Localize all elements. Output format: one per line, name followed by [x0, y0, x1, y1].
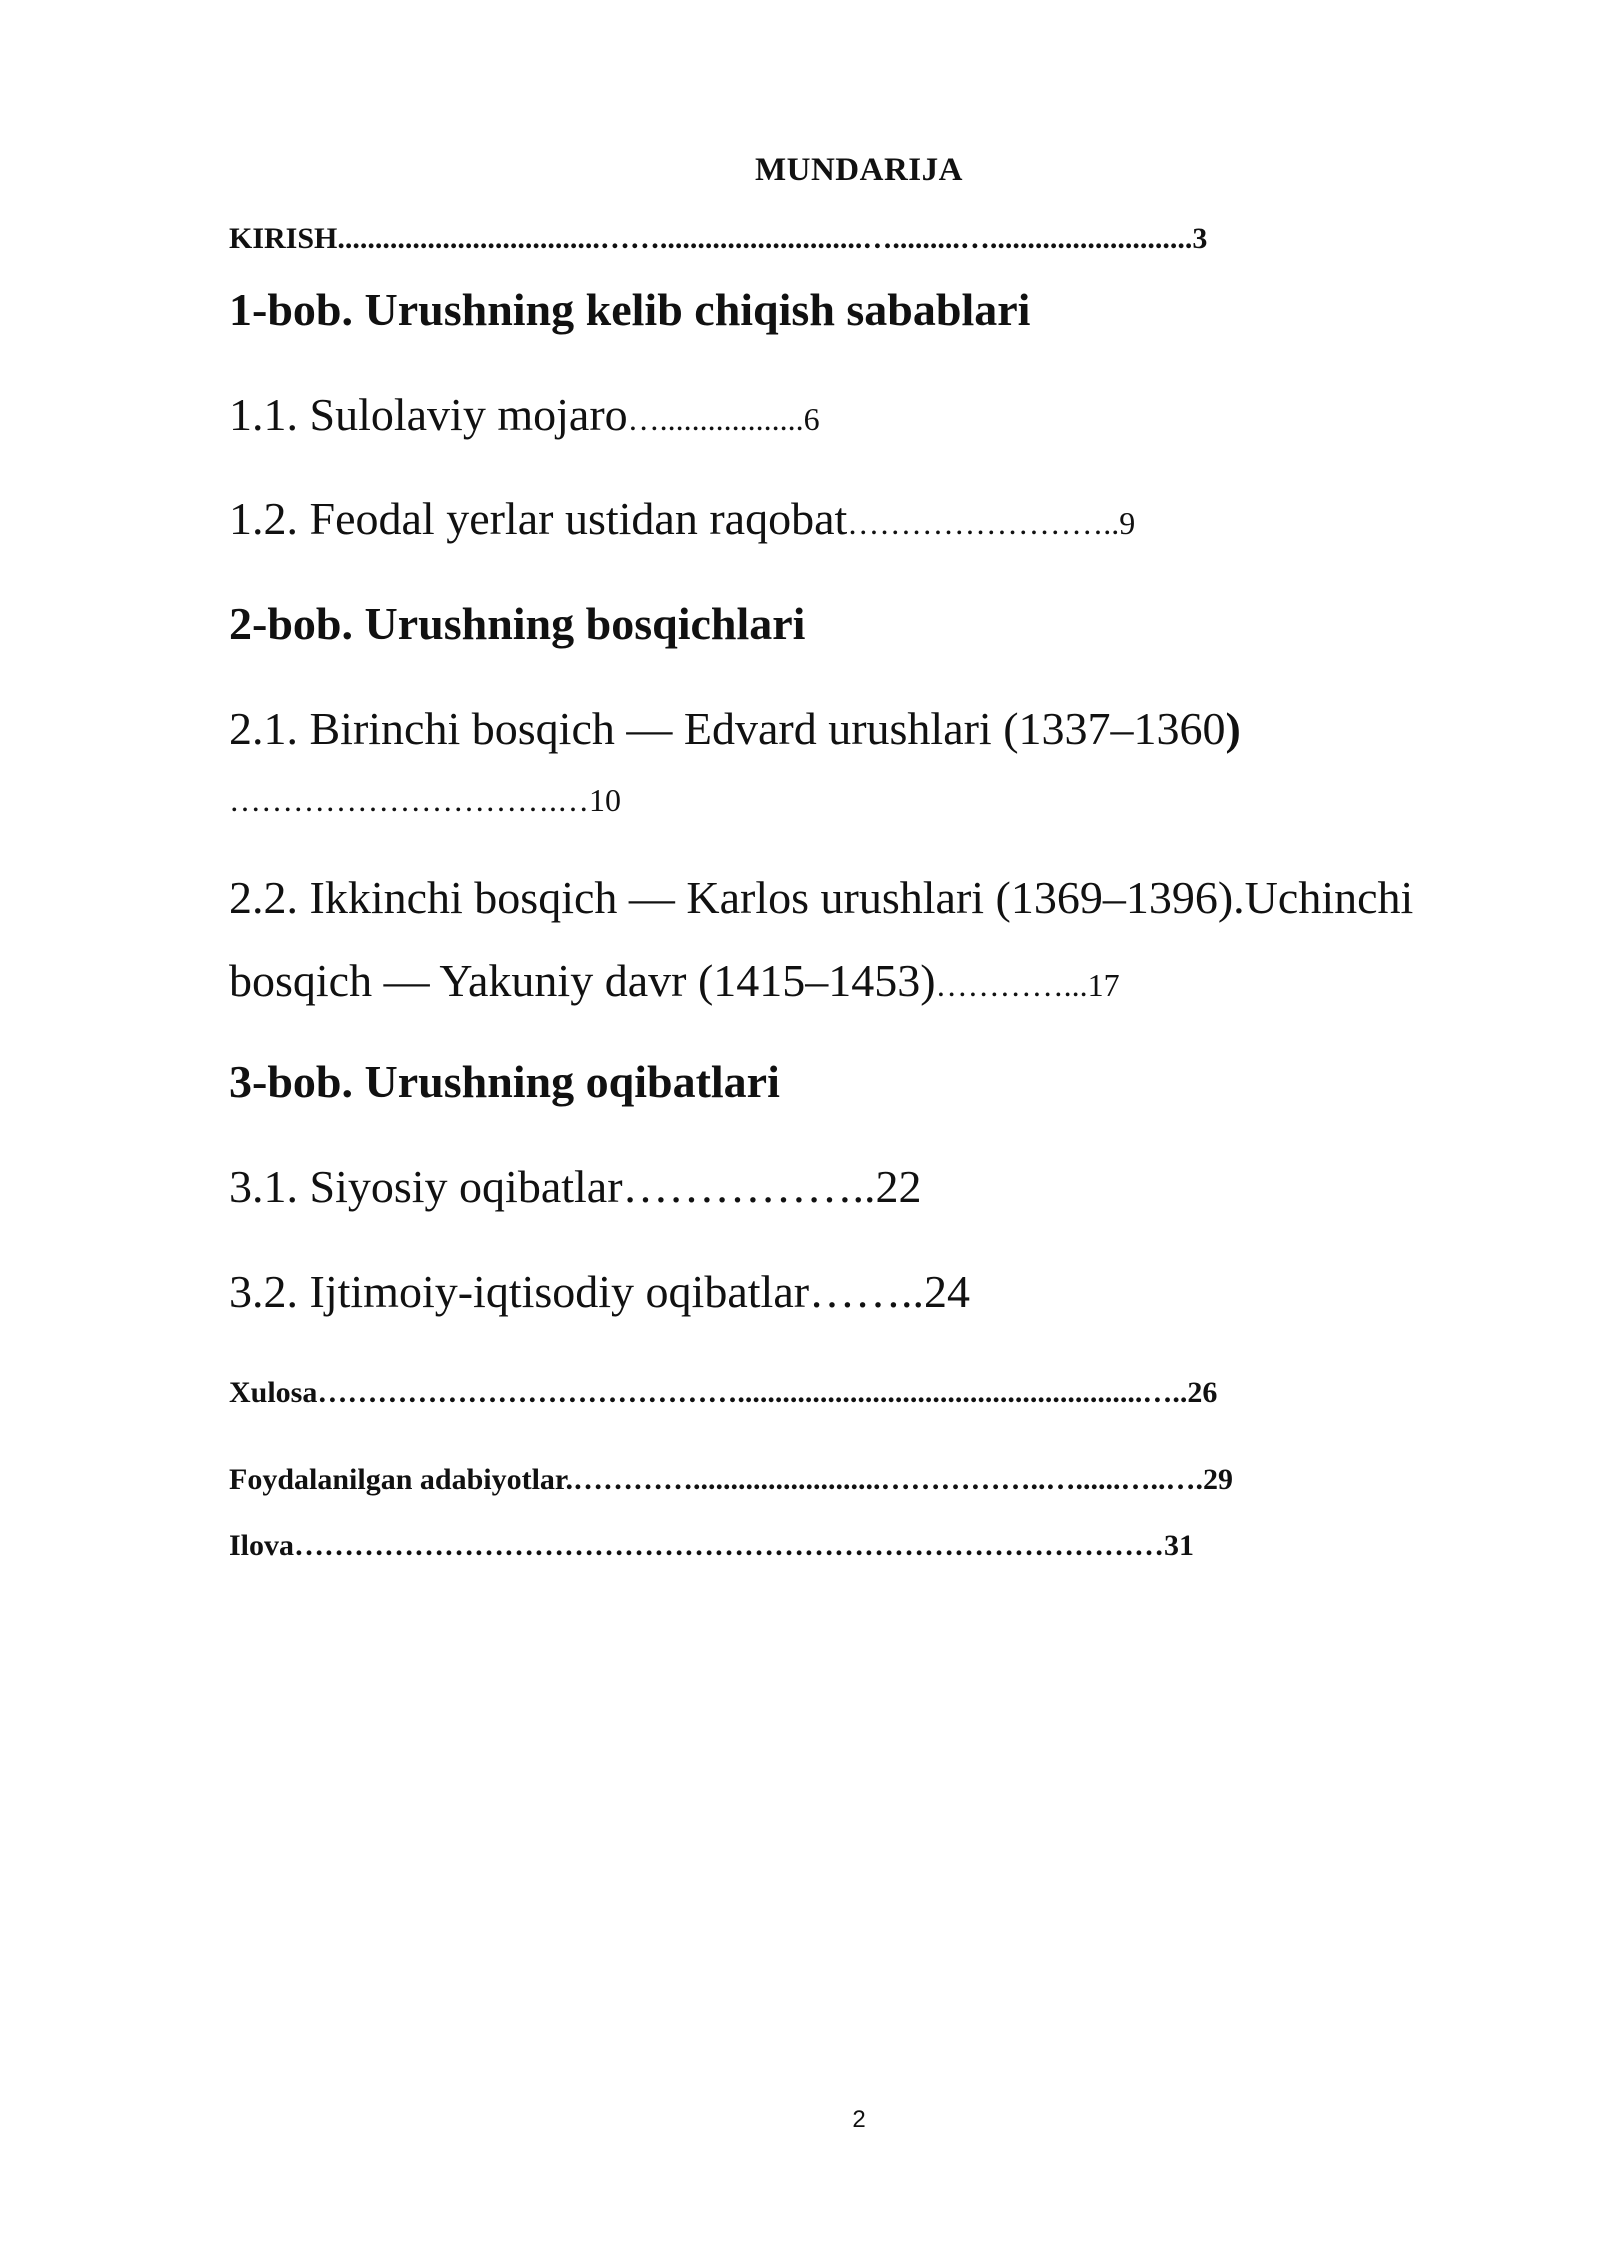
toc-entry-3-2: 3.2. Ijtimoiy-iqtisodiy oqibatlar……..24	[229, 1266, 971, 1317]
toc-entry-2-2	[229, 856, 1489, 1027]
toc-entry-xulosa: Xulosa……………………………………......................................................…..26	[229, 1376, 1218, 1409]
toc-entry-1-2-text: 1.2. Feodal yerlar ustidan raqobat	[229, 493, 848, 544]
toc-entry-2-1-page: 10	[589, 782, 621, 818]
toc-entry-2-1-leader	[229, 782, 621, 819]
toc-entry-1-2	[229, 492, 1135, 545]
toc-entry-2-1-paren: )	[1225, 703, 1241, 754]
toc-entry-1-2-page: 9	[1119, 505, 1136, 541]
toc-entry-adabiyotlar: Foydalanilgan adabiyotlar.………….........................……………..…......…..….29	[229, 1463, 1233, 1496]
toc-entry-1-1	[229, 388, 820, 441]
toc-chapter-1: 1-bob. Urushning kelib chiqish sabablari	[229, 284, 1031, 335]
toc-entry-1-1-text: 1.1. Sulolaviy mojaro	[229, 389, 628, 440]
toc-entry-1-1-page: 6	[803, 401, 820, 437]
toc-entry-2-2-text: bosqich — Yakuniy davr (1415–1453)	[229, 955, 936, 1006]
toc-entry-2-2-page: 17	[1087, 967, 1120, 1003]
toc-entry-kirish: KIRISH...................................……...........................….........…...........................3	[229, 222, 1208, 255]
toc-entry-2-2-line2	[229, 939, 1489, 1027]
toc-entry-2-1-dots: ………………………….…	[229, 782, 589, 818]
toc-entry-3-1: 3.1. Siyosiy oqibatlar……………..22	[229, 1161, 922, 1212]
toc-entry-1-1-dots: …..................	[627, 401, 804, 437]
toc-entry-2-2-line1: 2.2. Ikkinchi bosqich — Karlos urushlari (1369–1396).Uchinchi	[229, 872, 1414, 923]
toc-chapter-2: 2-bob. Urushning bosqichlari	[229, 598, 806, 649]
toc-chapter-3: 3-bob. Urushning oqibatlari	[229, 1056, 780, 1107]
toc-entry-2-2-dots: …………...	[935, 967, 1088, 1003]
toc-title: MUNDARIJA	[755, 152, 963, 188]
toc-entry-1-2-dots: ……………………..	[847, 505, 1120, 541]
toc-entry-2-1-text: 2.1. Birinchi bosqich — Edvard urushlari (1337–1360	[229, 703, 1226, 754]
toc-entry-2-1	[229, 702, 1241, 755]
page-number: 2	[852, 2106, 866, 2133]
toc-entry-ilova: Ilova……………………………………………………………………………31	[229, 1529, 1195, 1562]
